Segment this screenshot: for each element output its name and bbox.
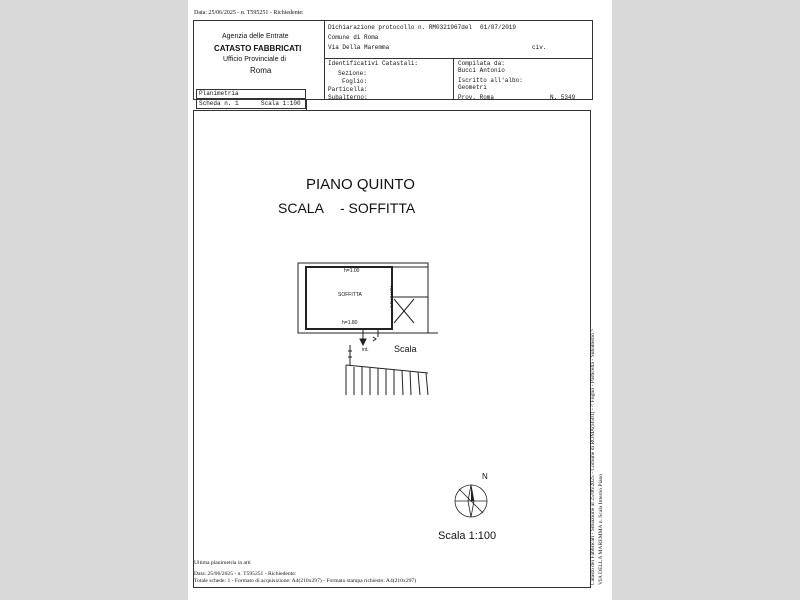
footer-request-note: Data: 25/06/2025 - n. T595251 - Richiedente: (194, 571, 297, 577)
catasto-fabbricati-title: CATASTO FABBRICATI (214, 44, 302, 53)
footer-format-note: Totale schede: 1 - Formato di acquisizione: A4(210x297) - Formato stampa richiesto: A4(210x297) (194, 578, 417, 584)
identificativi-title: Identificativi Catastali: (328, 60, 419, 67)
side-situation-text: Catasto dei Fabbricati - Situazione al 25/06/2025 - Comune di ROMA(H501) - < Foglio - Particella - Subalterno > (590, 328, 596, 585)
protocol-text: Dichiarazione protocollo n. RM0321967del (328, 24, 473, 31)
ufficio-city: Roma (250, 66, 272, 75)
plan-title-soffitta: - SOFFITTA (340, 200, 416, 216)
altra-ui-label: ALTRA U.I. (389, 286, 394, 309)
north-compass-icon (450, 480, 492, 522)
plan-scale-label: Scala 1:100 (438, 530, 497, 542)
plan-title-scala: SCALA (278, 200, 324, 216)
foglio-label: Foglio: (342, 78, 368, 85)
side-address-text: VIA DELLA MAREMMA n. Scala Interno Piano (598, 473, 604, 585)
via-text: Via Della Maremma (328, 44, 390, 51)
ufficio-provinciale-label: Ufficio Provinciale di (223, 56, 286, 63)
provincia-value: Prov. Roma (458, 94, 495, 101)
compilata-label: Compilata da: (458, 60, 505, 67)
sezione-label: Sezione: (338, 70, 367, 77)
scheda-label: Scheda n. 1 (199, 100, 239, 107)
interno-label: int. (362, 347, 369, 353)
room-label-soffitta: SOFFITTA (338, 292, 362, 298)
comune-text: Comune di Roma (328, 34, 379, 41)
agency-name: Agenzia delle Entrate (222, 33, 289, 40)
floor-plan-drawing (288, 255, 438, 395)
albo-value: Geometri (458, 84, 487, 91)
footer-last-plan: Ultima planimetria in atti (194, 560, 251, 566)
protocol-date: 01/07/2019 (480, 24, 517, 31)
civico-label: civ. (532, 44, 547, 51)
stair-label: Scala (394, 344, 417, 354)
planimetria-label: Planimetria (199, 90, 239, 97)
top-request-note: Data: 25/06/2025 - n. T595251 - Richiedente: (194, 10, 304, 16)
plan-title-floor: PIANO QUINTO (306, 176, 415, 193)
height-label-2: h=1.80 (342, 320, 358, 326)
compilata-name: Bucci Antonio (458, 67, 505, 74)
iscritto-label: Iscritto all'albo: (458, 77, 523, 84)
particella-label: Particella: (328, 86, 368, 93)
north-label: N (482, 472, 488, 481)
subalterno-label: Subalterno: (328, 94, 368, 101)
scala-label: Scala 1:100 (261, 100, 301, 107)
height-label-1: h=1.00 (344, 268, 360, 274)
cadastral-document-page (188, 0, 612, 600)
iscrizione-number: N. 5349 (550, 94, 576, 101)
